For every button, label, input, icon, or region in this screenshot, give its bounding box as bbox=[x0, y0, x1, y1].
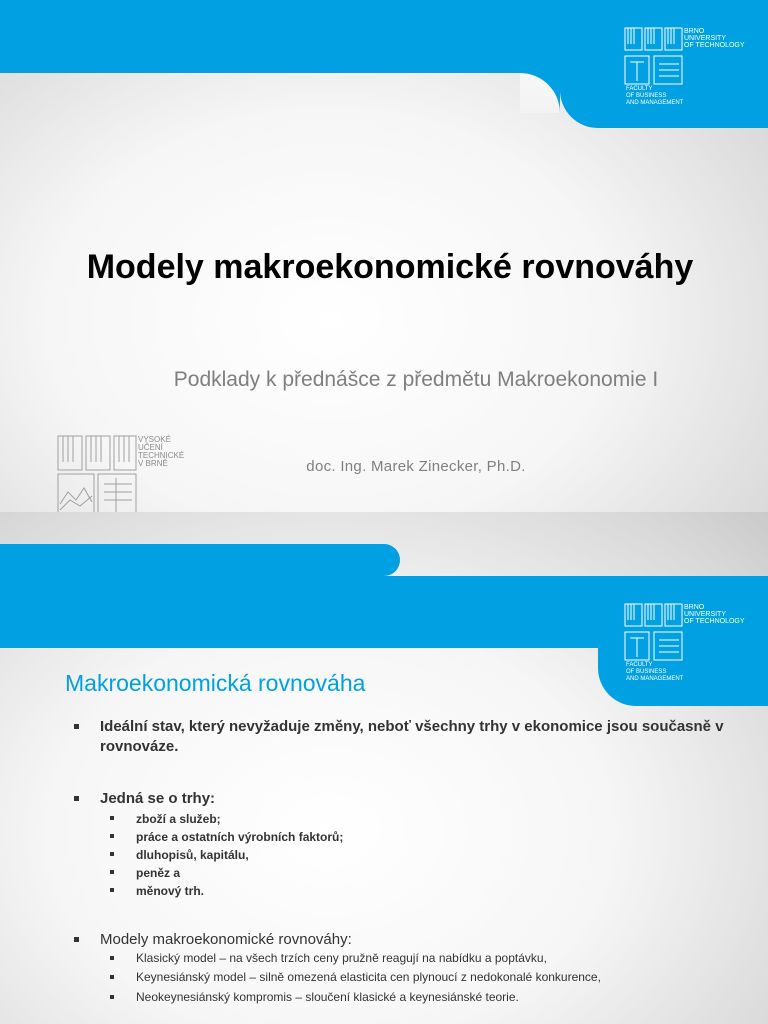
fbm-logo-text: BRNO UNIVERSITY OF TECHNOLOGY bbox=[684, 28, 745, 49]
footer-band bbox=[0, 544, 400, 576]
fbm-logo-subtext: FACULTY OF BUSINESS AND MANAGEMENT bbox=[626, 86, 684, 106]
bullet-icon bbox=[110, 888, 114, 892]
bullet-icon bbox=[110, 870, 114, 874]
bullet-icon bbox=[74, 937, 79, 942]
bullet-ideal-state: Ideální stav, který nevyžaduje změny, neboť všechny trhy v ekonomice jsou současně v rovnováze. bbox=[74, 717, 734, 757]
slide-heading: Makroekonomická rovnováha bbox=[65, 670, 366, 696]
slide-title: Modely makroekonomické rovnováhy bbox=[86, 248, 694, 286]
bullet-icon bbox=[110, 995, 114, 999]
fbm-logo-text-2: BRNO UNIVERSITY OF TECHNOLOGY bbox=[684, 604, 745, 625]
author: doc. Ing. Marek Zinecker, Ph.D. bbox=[306, 458, 526, 475]
bullet-icon bbox=[74, 796, 79, 801]
bullet-icon bbox=[74, 724, 79, 729]
vut-logo-text: VYSOKÉ UČENÍ TECHNICKÉ V BRNĚ bbox=[138, 435, 185, 468]
bullet-icon bbox=[110, 975, 114, 979]
bullet-icon bbox=[110, 852, 114, 856]
bullet-icon bbox=[110, 816, 114, 820]
bullet-icon bbox=[110, 834, 114, 838]
slide-subtitle: Podklady k přednášce z předmětu Makroekonomie I bbox=[173, 368, 659, 391]
fbm-logo-icon-2 bbox=[624, 602, 684, 662]
fbm-logo-icon bbox=[624, 26, 684, 86]
bullet-icon bbox=[110, 956, 114, 960]
fbm-logo-subtext-2: FACULTY OF BUSINESS AND MANAGEMENT bbox=[626, 662, 684, 682]
